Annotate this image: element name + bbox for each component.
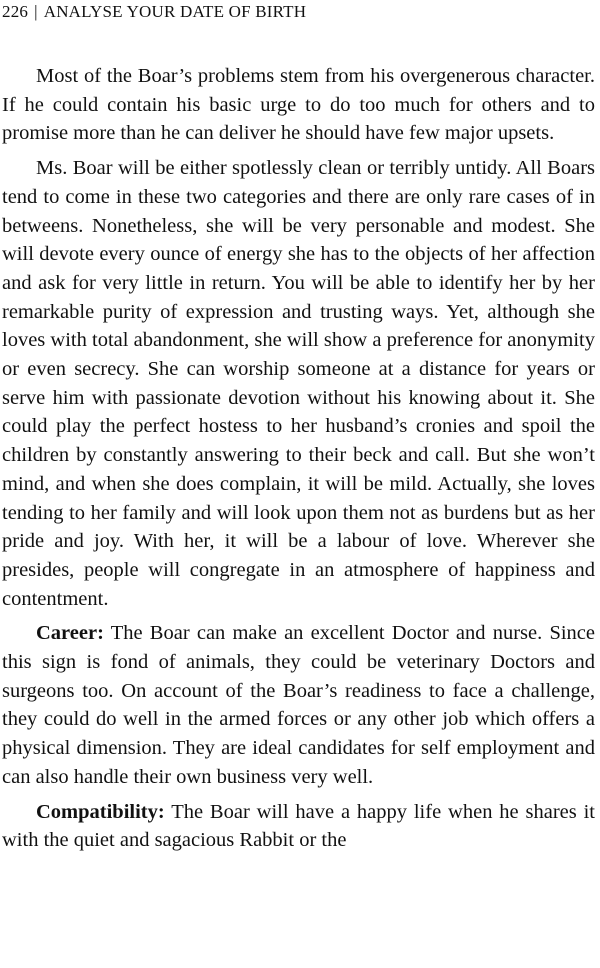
- compatibility-text: The Boar will have a happy life when he shares it with the quiet and sagacious Rabbit or the: [2, 800, 595, 852]
- paragraph-overgenerous: Most of the Boar’s problems stem from his overgenerous character. If he could contain his basic urge to do too much for others and to promise more than he can deliver he should have few major upsets.: [2, 65, 595, 145]
- body-text: [2, 62, 595, 855]
- career-text: The Boar can make an excellent Doctor and nurse. Since this sign is fond of animals, they could be veterinary Doctors and surgeons too. On account of the Boar’s readiness to face a challenge, they could do well in the armed forces or any other job which offers a physical dimension. They are ideal candidates for self employment and can also handle their own business very well.: [2, 622, 595, 788]
- paragraph-ms-boar: Ms. Boar will be either spotlessly clean or terribly untidy. All Boars tend to come in these two categories and there are only rare cases of in betweens. Nonetheless, she will be very personable and modest. She will devote every ounce of energy she has to the objects of her affection and ask for very little in return. You will be able to identify her by her remarkable purity of expression and trusting ways. Yet, although she loves with total abandonment, she will show a preference for anonymity or even secrecy. She can worship someone at a distance for years or serve him with passionate devotion without his knowing about it. She could play the perfect hostess to her husband’s cronies and spoil the children by constantly answering to their beck and call. But she won’t mind, and when she does complain, it will be mild. Actually, she loves tending to her family and will look upon them not as burdens but as her pride and joy. With her, it will be a labour of love. Wherever she presides, people will congregate in an atmosphere of happiness and contentment.: [2, 157, 595, 610]
- page-number: 226: [2, 2, 29, 21]
- paragraph-career: [2, 619, 595, 791]
- compatibility-heading: Compatibility:: [36, 800, 165, 823]
- running-title: ANALYSE YOUR DATE OF BIRTH: [43, 2, 307, 21]
- running-head: [2, 0, 306, 24]
- header-separator: |: [34, 2, 38, 21]
- paragraph-compatibility: [2, 798, 595, 855]
- career-heading: Career:: [36, 622, 104, 645]
